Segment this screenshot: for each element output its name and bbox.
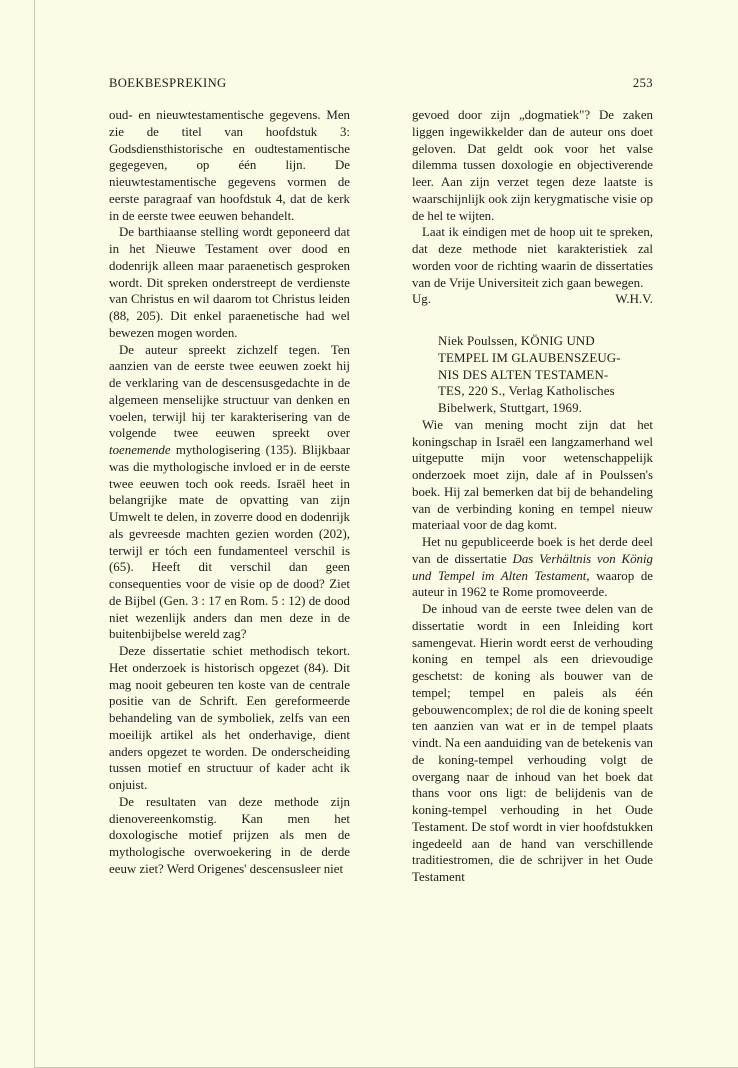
text-run: Het nu gepubliceerde boek is het derde deel van de dissertatie <box>412 535 653 566</box>
left-column <box>109 107 350 878</box>
running-head <box>109 76 653 92</box>
citation-line: TEMPEL IM GLAUBENSZEUG- <box>438 350 621 365</box>
citation-line: Niek Poulssen, KÖNIG UND <box>438 334 595 348</box>
text-run: waarop de auteur in 1962 te Rome promoveerde. <box>412 568 653 600</box>
citation-line: TES, 220 S., Verlag Katholisches <box>438 384 615 399</box>
signature-initials: W.H.V. <box>615 292 653 307</box>
citation-line: Bibelwerk, Stuttgart, 1969. <box>438 401 583 415</box>
paragraph: oud- en nieuwtestamentische gegevens. Men zie de titel van hoofdstuk 3: Godsdiensthistorische en oudtestamentische gegegeven, op één lijn. De nieuwtestamentische gegevens vormen de eerste paragraaf van hoofdstuk 4, dat de kerk in de eerste twee eeuwen behandelt. <box>109 108 350 223</box>
paragraph: gevoed door zijn „dogmatiek"? De zaken liggen ingewikkelder dan de auteur ons doet geloven. Dat geldt ook voor het valse dilemma tussen doxologie en objectiverende leer. Aan zijn verzet tegen deze laatste is waarschijnlijk ook zijn kerygmatische visie op de hel te wijten. <box>412 108 653 223</box>
signature-place: Ug. <box>412 292 431 307</box>
book-citation <box>412 333 653 417</box>
book-title-emphasis: Das Verhältnis von König und Tempel im Alten Testament, <box>412 551 653 583</box>
paragraph: De inhoud van de eerste twee delen van de dissertatie wordt in een Inleiding kort samengevat. Hierin wordt eerst de verhouding koning en tempel als een drievoudige geschetst: de koning als bouwer van de tempel; tempel en paleis als één gebouwencomplex; de rol die de koning speelt ten aanzien van wat er in de tempel plaats vindt. Na een aanduiding van de betekenis van de koning-tempel verhouding volgt de overgang naar de inhoud van het boek dat thans voor ons ligt: de belijdenis van de koning-tempel verhouding in het Oude Testament. De stof wordt in vier hoofdstukken ingedeeld aan de hand van verschillende traditiestromen, die de schrijver in het Oude Testament <box>412 602 653 884</box>
paragraph <box>412 534 653 601</box>
emphasis: toenemende <box>109 443 171 457</box>
right-column <box>412 107 653 886</box>
review-signature <box>412 291 653 308</box>
text-run: De auteur spreekt zichzelf tegen. Ten aanzien van de eerste twee eeuwen zoekt hij de verklaring van de descensusgedachte in de algemeen menselijke structuur van denken en voelen, terwijl hij ter karakterisering van de volgende twee eeuwen spreekt over <box>109 342 350 441</box>
paragraph: De resultaten van deze methode zijn dienovereenkomstig. Kan men het doxologische motief prijzen als men de mythologische overwoekering in de derde eeuw ziet? Werd Origenes' descensusleer niet <box>109 794 350 876</box>
paragraph: Wie van mening mocht zijn dat het koningschap in Israël een langzamerhand wel uitgeputte mijn voor wetenschappelijk onderzoek moet zijn, dale af in Poulssen's boek. Hij zal bemerken dat bij de behandeling van de verbinding koning en tempel nieuw materiaal voor de dag komt. <box>412 417 653 533</box>
paragraph <box>109 342 350 644</box>
page-number: 253 <box>632 76 653 90</box>
paragraph: Deze dissertatie schiet methodisch tekort. Het onderzoek is historisch opgezet (84). Dit mag nooit gebeuren ten koste van de centrale positie van de Schrift. Een gereformeerde behandeling van de symboliek, zelfs van een moeilijk artikel als het onderhavige, dient anders opgezet te worden. De onderscheiding tussen motief en structuur of kader acht ik onjuist. <box>109 644 350 792</box>
citation-line: NIS DES ALTEN TESTAMEN- <box>438 367 609 382</box>
text-run: mythologisering (135). Blijkbaar was die mythologische invloed er in de eerste twee eeuwen toch ook reeds. Israël heet in belangrijke mate de opvatting van zijn Umwelt te delen, in zoverre dood en dodenrijk als gevreesde machten gezien worden (202), terwijl er tóch een fundamenteel verschil is (65). Heeft dit verschil dan geen consequenties voor de visie op de dood? Ziet de Bijbel (Gen. 3 : 17 en Rom. 5 : 12) de dood niet wezenlijk anders dan men deze in de buitenbijbelse wereld zag? <box>109 443 350 642</box>
page-edge-left <box>34 0 35 1068</box>
paragraph: De barthiaanse stelling wordt geponeerd dat in het Nieuwe Testament over dood en dodenrijk alleen maar paraenetisch gesproken wordt. Dit spreken onderstreept de verdienste van Christus en wil daarom tot Christus leiden (88, 205). Dit enkel paraenetische had wel bewezen mogen worden. <box>109 225 350 340</box>
section-title: BOEKBESPREKING <box>109 76 227 90</box>
paragraph: Laat ik eindigen met de hoop uit te spreken, dat deze methode niet karakteristiek zal worden voor de richting waarin de dissertaties van de Vrije Universiteit zich gaan bewegen. <box>412 225 653 290</box>
